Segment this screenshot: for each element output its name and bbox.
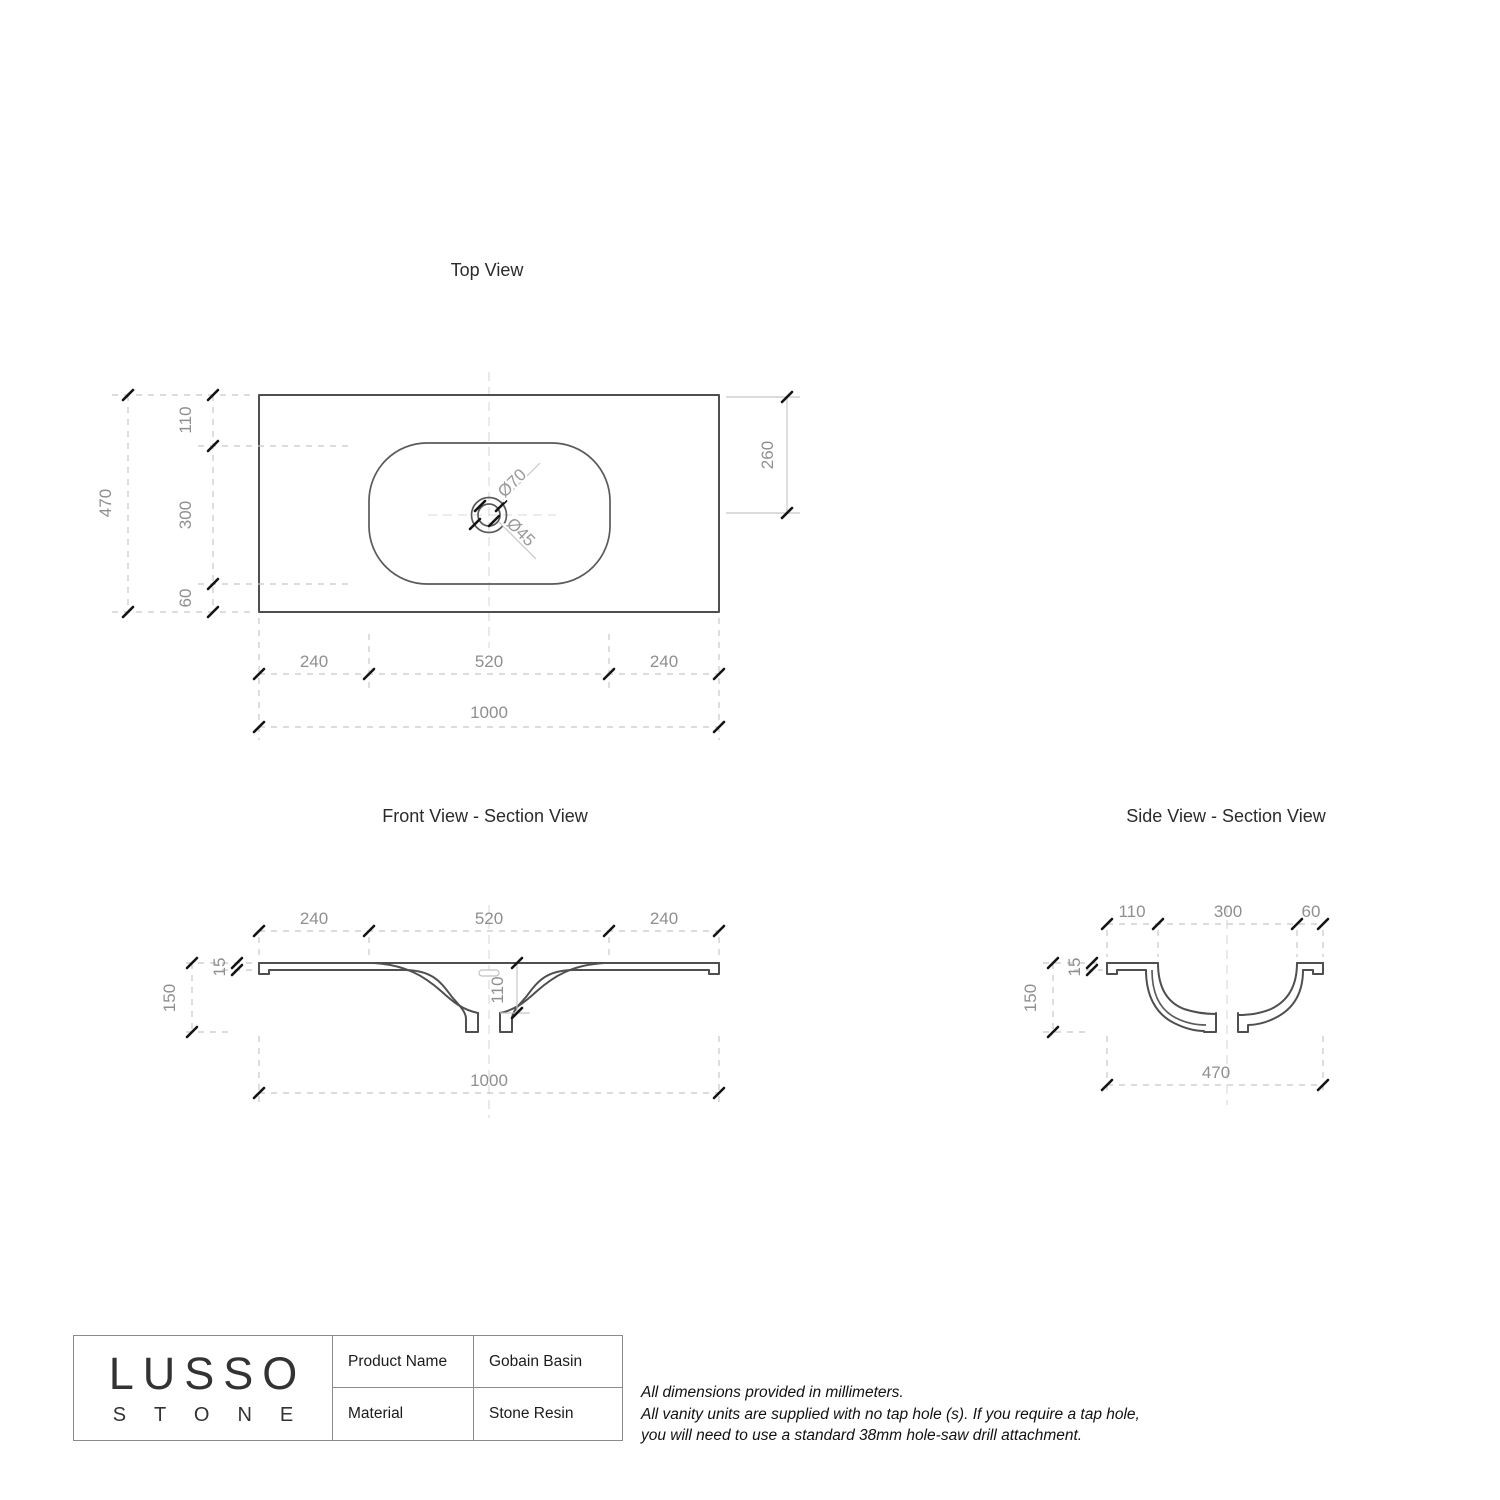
top-dim-470: 470: [96, 488, 115, 518]
top-dim-240-left: 240: [299, 652, 329, 671]
note-line-2: All vanity units are supplied with no tap hole (s). If you require a tap hole,: [641, 1405, 1140, 1423]
brand-logo: [74, 1336, 333, 1440]
side-dim-60: 60: [1301, 902, 1321, 921]
note-line-3: you will need to use a standard 38mm hole-saw drill attachment.: [641, 1427, 1083, 1444]
side-dim-470: 470: [1201, 1063, 1231, 1082]
side-dim-110: 110: [1118, 902, 1146, 921]
top-dim-110: 110: [176, 406, 195, 434]
top-view: [96, 260, 800, 740]
front-dim-150: 150: [160, 983, 179, 1013]
front-dim-15: 15: [210, 957, 229, 977]
note-line-1: All dimensions provided in millimeters.: [641, 1384, 904, 1401]
drain-inner-diameter-label: Ø45: [502, 514, 539, 551]
spec-table: [333, 1336, 622, 1440]
overflow-slot: [479, 970, 499, 976]
top-dim-240-right: 240: [649, 652, 679, 671]
top-view-centerlines: [428, 372, 556, 648]
drain-outer-diameter-label: Ø70: [494, 465, 531, 502]
side-view-title: Side View - Section View: [1126, 806, 1326, 826]
side-view-top-dimensions: [1102, 919, 1328, 957]
front-view-title: Front View - Section View: [382, 806, 588, 826]
top-dim-60: 60: [176, 588, 195, 608]
top-dim-1000: 1000: [470, 703, 508, 722]
side-dim-150: 150: [1021, 983, 1040, 1013]
front-dim-1000: 1000: [470, 1071, 508, 1090]
product-name-value: Gobain Basin: [474, 1336, 622, 1388]
side-dim-15: 15: [1065, 957, 1084, 977]
top-dim-300: 300: [176, 500, 195, 530]
drawing-notes: [641, 1382, 1181, 1447]
side-dim-300: 300: [1213, 902, 1243, 921]
front-dim-110: 110: [488, 976, 507, 1004]
material-value: Stone Resin: [489, 1405, 574, 1422]
front-dim-520: 520: [474, 909, 504, 928]
top-view-left-dimensions: [112, 390, 350, 617]
side-view: [1021, 806, 1328, 1105]
title-block: [73, 1335, 623, 1441]
brand-name-line2: STONE: [112, 1404, 322, 1426]
front-dim-240-right: 240: [649, 909, 679, 928]
side-section-profile: [1107, 963, 1323, 1032]
front-view: [160, 806, 724, 1118]
front-profile-left-half: [259, 963, 478, 1032]
front-dim-240-left: 240: [299, 909, 329, 928]
top-view-title: Top View: [450, 260, 524, 280]
front-profile-right-half: [500, 963, 719, 1032]
product-name-label: Product Name: [333, 1336, 474, 1388]
brand-name-line1: LUSSO: [108, 1348, 307, 1399]
top-dim-520: 520: [474, 652, 504, 671]
material-label: Material: [333, 1388, 474, 1440]
top-dim-260: 260: [758, 440, 777, 470]
